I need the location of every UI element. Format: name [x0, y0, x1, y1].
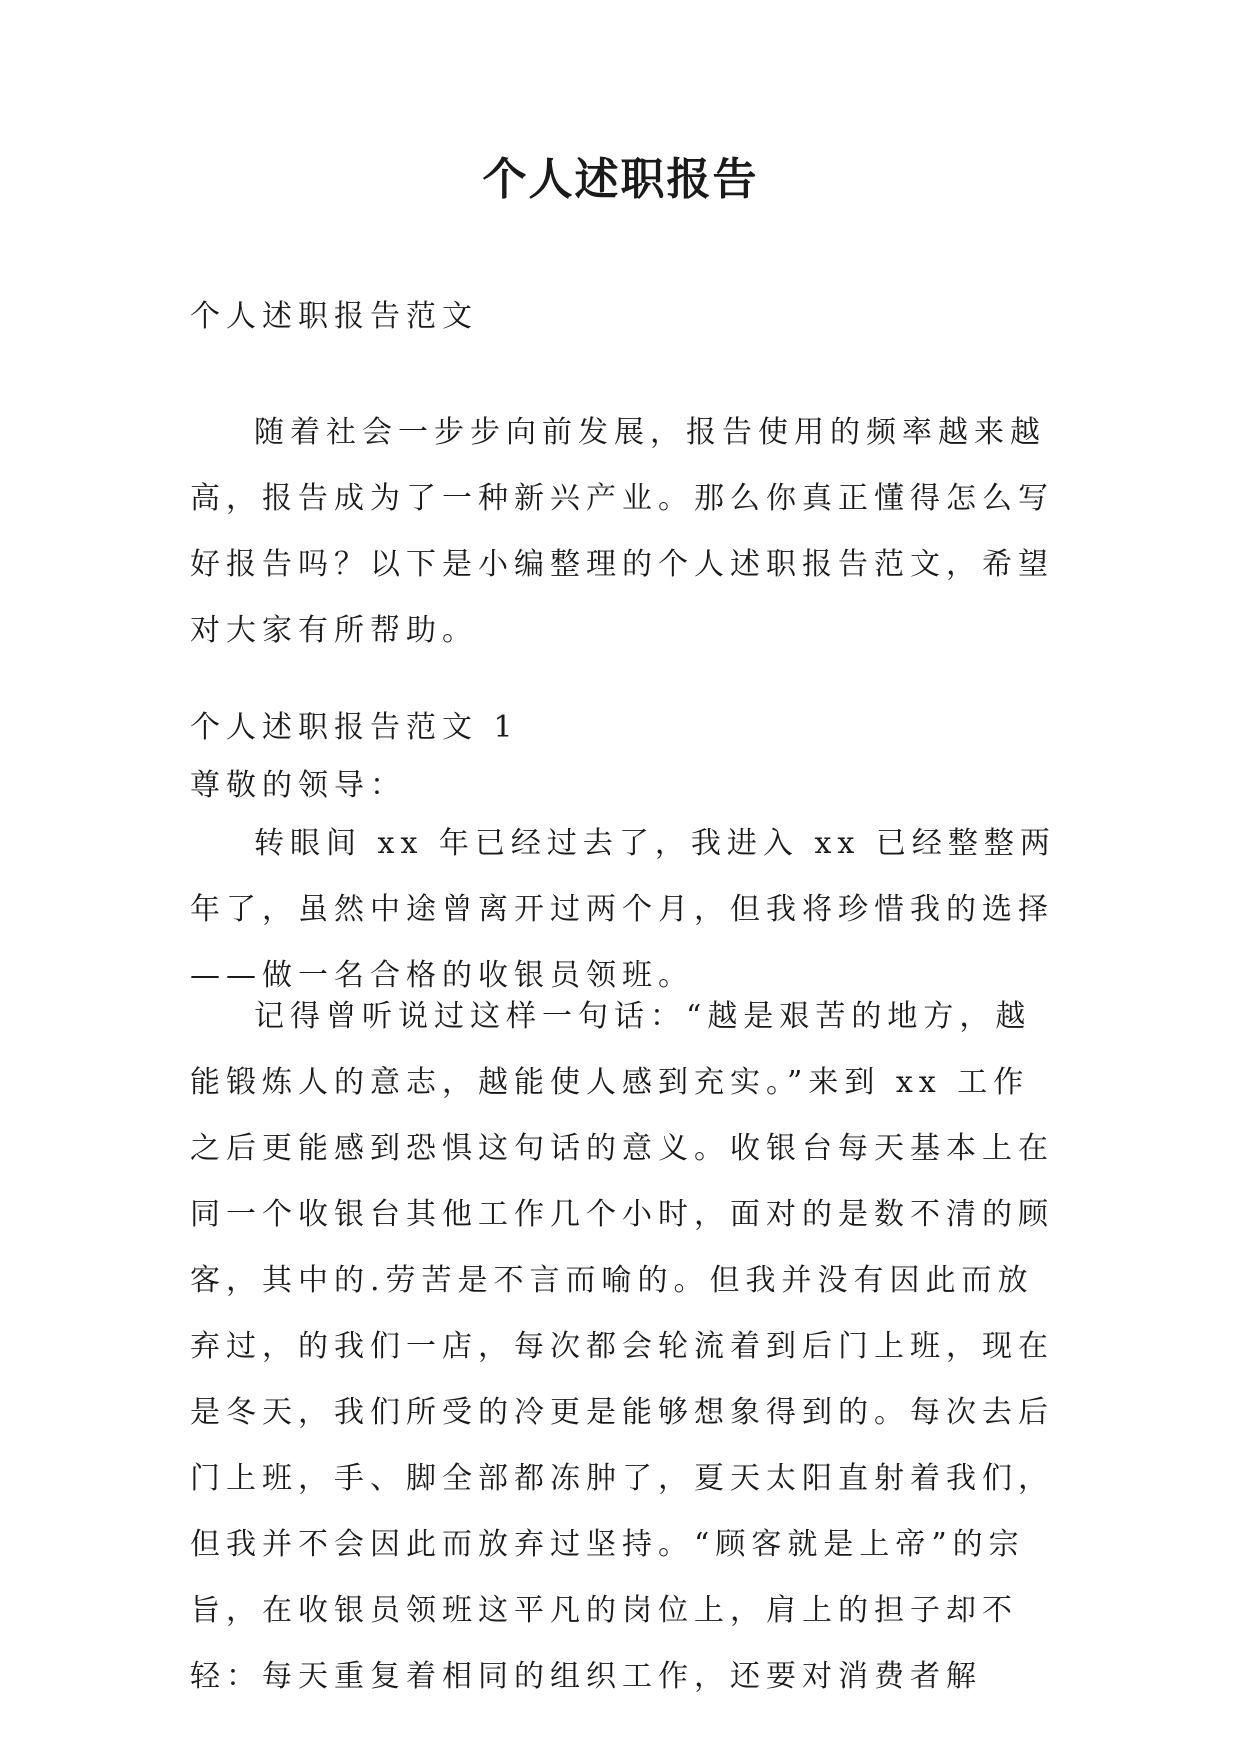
document-title: 个人述职报告	[482, 154, 759, 205]
body-paragraph: 记得曾听说过这样一句话：“越是艰苦的地方，越能锻炼人的意志，越能使人感到充实。”来到 xx 工作之后更能感到恐惧这句话的意义。收银台每天基本上在同一个收银台其他工作几个小时，面对的是数不清的顾客，其中的.劳苦是不言而喻的。但我并没有因此而放弃过，的我们一店，每次都会轮流着到后门上班，现在是冬天，我们所受的冷更是能够想象得到的。每次去后门上班，手、脚全部都冻肿了，夏天太阳直射着我们，但我并不会因此而放弃过坚持。“顾客就是上帝”的宗旨，在收银员领班这平凡的岗位上，肩上的担子却不轻：每天重复着相同的组织工作，还要对消费者解	[190, 999, 1054, 1694]
document-subtitle: 个人述职报告范文	[190, 299, 478, 334]
body-paragraph: 转眼间 xx 年已经过去了，我进入 xx 已经整整两年了，虽然中途曾离开过两个月，但我将珍惜我的选择——做一名合格的收银员领班。	[190, 826, 1056, 993]
intro-paragraph: 随着社会一步步向前发展，报告使用的频率越来越高，报告成为了一种新兴产业。那么你真正懂得怎么写好报告吗？以下是小编整理的个人述职报告范文，希望对大家有所帮助。	[190, 415, 1054, 648]
section-heading: 个人述职报告范文 1	[190, 710, 519, 745]
greeting-line: 尊敬的领导：	[190, 768, 406, 803]
